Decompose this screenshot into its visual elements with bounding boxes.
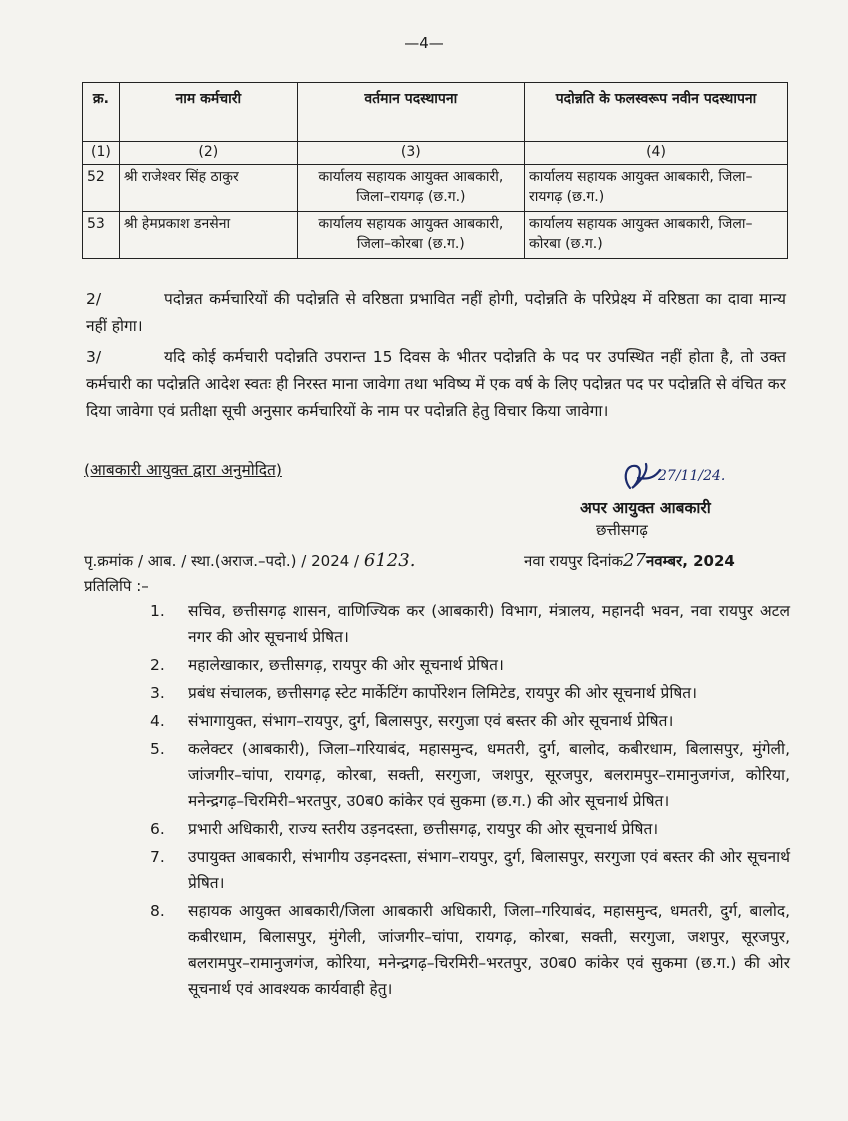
list-item <box>150 652 790 678</box>
item-number: 5. <box>150 740 165 758</box>
signature-date: 27/11/24. <box>658 468 726 484</box>
cell-new-posting: कार्यालय सहायक आयुक्त आबकारी, जिला–रायगढ़ (छ.ग.) <box>525 165 788 212</box>
col-num-4: (4) <box>525 142 788 165</box>
item-number: 1. <box>150 602 165 620</box>
item-number: 6. <box>150 820 165 838</box>
date-day: 27 <box>623 550 646 571</box>
col-num-1: (1) <box>83 142 120 165</box>
col-num-3: (3) <box>297 142 524 165</box>
list-item <box>150 844 790 896</box>
paragraph-2 <box>86 286 786 340</box>
item-text: उपायुक्त आबकारी, संभागीय उड़नदस्ता, संभाग–रायपुर, दुर्ग, बिलासपुर, सरगुजा एवं बस्तर की ओर सूचनार्थ प्रेषित। <box>188 848 790 892</box>
col-num-2: (2) <box>119 142 297 165</box>
cell-current-posting: कार्यालय सहायक आयुक्त आबकारी, जिला–कोरबा (छ.ग.) <box>297 212 524 259</box>
table-row <box>83 165 788 212</box>
page-number: —4— <box>404 34 444 52</box>
item-number: 3. <box>150 684 165 702</box>
item-text: प्रबंध संचालक, छत्तीसगढ़ स्टेट मार्केटिंग कार्पोरेशन लिमिटेड, रायपुर की ओर सूचनार्थ प्रेषित। <box>188 684 697 702</box>
item-text: संभागायुक्त, संभाग–रायपुर, दुर्ग, बिलासपुर, सरगुजा एवं बस्तर की ओर सूचनार्थ प्रेषित। <box>188 712 674 730</box>
list-item <box>150 736 790 814</box>
table-row <box>83 212 788 259</box>
item-text: सहायक आयुक्त आबकारी/जिला आबकारी अधिकारी, जिला–गरियाबंद, महासमुन्द, धमतरी, दुर्ग, बालोद, कबीरधाम, बिलासपुर, मुंगेली, जांजगीर–चांपा, रायगढ़, कोरबा, सक्ती, सरगुजा, जशपुर, सूरजपुर, बलरामपुर–रामानुजगंज, कोरिया, मनेन्द्रगढ़–चिरमिरी–भरतपुर, उ0ब0 कांकेर एवं सुकमा (छ.ग.) की ओर सूचनार्थ एवं आवश्यक कार्यवाही हेतु। <box>188 902 790 998</box>
table-header-row <box>83 83 788 142</box>
reference-number <box>84 550 415 571</box>
paragraph-text: यदि कोई कर्मचारी पदोन्नति उपरान्त 15 दिवस के भीतर पदोन्नति के पद पर उपस्थित नहीं होता है, तो उक्त कर्मचारी का पदोन्नति आदेश स्वतः ही निरस्त माना जावेगा तथा भविष्य में एक वर्ष के लिए पदोन्नत पद पर पदोन्नति से वंचित कर दिया जावेगा एवं प्रतीक्षा सूची अनुसार कर्मचारियों के नाम पर पदोन्नति हेतु विचार किया जावेगा। <box>86 348 786 420</box>
header-new-posting: पदोन्नति के फलस्वरूप नवीन पदस्थापना <box>525 83 788 142</box>
item-number: 2. <box>150 656 165 674</box>
list-item <box>150 816 790 842</box>
item-text: सचिव, छत्तीसगढ़ शासन, वाणिज्यिक कर (आबकारी) विभाग, मंत्रालय, महानदी भवन, नवा रायपुर अटल नगर की ओर सूचनार्थ प्रेषित। <box>188 602 790 646</box>
item-number: 4. <box>150 712 165 730</box>
list-item <box>150 598 790 650</box>
signatory-title: अपर आयुक्त आबकारी <box>580 499 711 517</box>
paragraph-number: 2/ <box>86 290 102 308</box>
paragraph-text: पदोन्नत कर्मचारियों की पदोन्नति से वरिष्ठता प्रभावित नहीं होगी, पदोन्नति के परिप्रेक्ष्य में वरिष्ठता का दावा मान्य नहीं होगा। <box>86 290 786 335</box>
cell-new-posting: कार्यालय सहायक आयुक्त आबकारी, जिला–कोरबा (छ.ग.) <box>525 212 788 259</box>
signatory-state: छत्तीसगढ़ <box>596 521 648 539</box>
header-current-posting: वर्तमान पदस्थापना <box>297 83 524 142</box>
copy-to-label: प्रतिलिपि :– <box>84 577 149 595</box>
item-number: 8. <box>150 902 165 920</box>
cell-current-posting: कार्यालय सहायक आयुक्त आबकारी, जिला–रायगढ़ (छ.ग.) <box>297 165 524 212</box>
column-number-row <box>83 142 788 165</box>
cell-name: श्री हेमप्रकाश डनसेना <box>119 212 297 259</box>
reference-prefix: पृ.क्रमांक / आब. / स्था.(अराज.–पदो.) / 2024 / <box>84 552 360 570</box>
reference-handwritten-number: 6123. <box>363 550 416 571</box>
copy-list <box>150 598 790 1004</box>
place-date <box>524 550 735 571</box>
list-item <box>150 898 790 1002</box>
cell-sr: 53 <box>83 212 120 259</box>
list-item <box>150 708 790 734</box>
item-number: 7. <box>150 848 165 866</box>
header-name: नाम कर्मचारी <box>119 83 297 142</box>
paragraph-3 <box>86 344 786 425</box>
approval-note: (आबकारी आयुक्त द्वारा अनुमोदित) <box>84 461 282 479</box>
date-month-year: नवम्बर, 2024 <box>645 552 735 570</box>
paragraph-number: 3/ <box>86 348 102 366</box>
item-text: प्रभारी अधिकारी, राज्य स्तरीय उड़नदस्ता, छत्तीसगढ़, रायपुर की ओर सूचनार्थ प्रेषित। <box>188 820 659 838</box>
place-date-prefix: नवा रायपुर दिनांक <box>524 552 624 570</box>
employee-table <box>82 82 788 259</box>
cell-sr: 52 <box>83 165 120 212</box>
item-text: महालेखाकार, छत्तीसगढ़, रायपुर की ओर सूचनार्थ प्रेषित। <box>188 656 504 674</box>
list-item <box>150 680 790 706</box>
header-sr: क्र. <box>83 83 120 142</box>
cell-name: श्री राजेश्वर सिंह ठाकुर <box>119 165 297 212</box>
item-text: कलेक्टर (आबकारी), जिला–गरियाबंद, महासमुन्द, धमतरी, दुर्ग, बालोद, कबीरधाम, बिलासपुर, मुंगेली, जांजगीर–चांपा, रायगढ़, कोरबा, सक्ती, सरगुजा, जशपुर, सूरजपुर, बलरामपुर–रामानुजगंज, कोरिया, मनेन्द्रगढ़–चिरमिरी–भरतपुर, उ0ब0 कांकेर एवं सुकमा (छ.ग.) की ओर सूचनार्थ प्रेषित। <box>188 740 790 810</box>
